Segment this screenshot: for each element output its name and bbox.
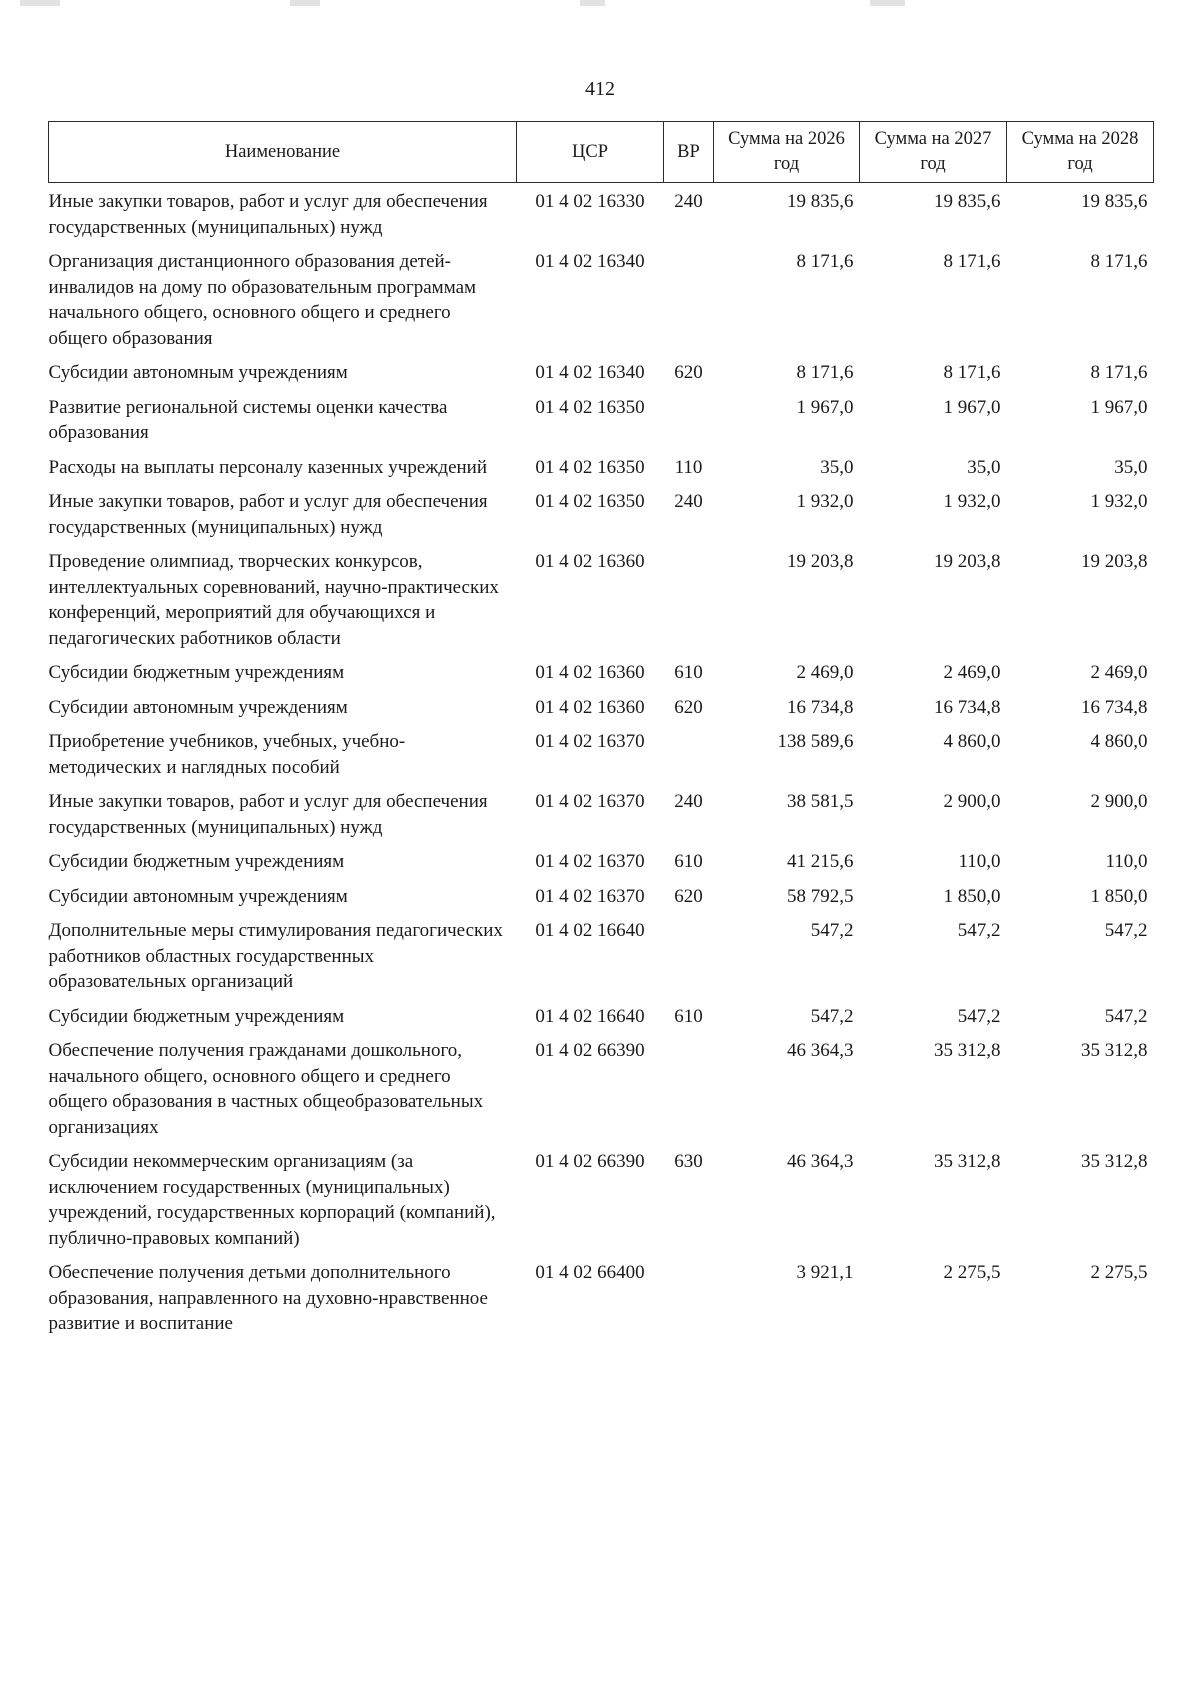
row-vr [664,542,714,653]
row-csr: 01 4 02 16360 [535,696,645,718]
row-vr [664,722,714,782]
row-vr: 620 [674,696,703,718]
row-sum-2028: 8 171,6 [1090,251,1148,272]
row-csr: 01 4 02 16360 [535,662,645,683]
row-vr: 110 [674,456,703,478]
row-csr: 01 4 02 66400 [535,1262,645,1283]
row-csr: 01 4 02 16370 [535,885,645,907]
row-name: Дополнительные меры стимулирования педагогических работников областных государственных образовательных организаций [48,920,503,992]
table-row [49,242,1154,353]
table-row [49,1031,1154,1142]
row-sum-2027: 547,2 [957,920,1001,941]
table-row [49,722,1154,782]
row-sum-2027: 1 850,0 [943,885,1001,907]
table-row [49,1253,1154,1339]
row-vr: 610 [674,1005,703,1027]
row-name: Иные закупки товаров, работ и услуг для обеспечения государственных (муниципальных) нужд [48,491,488,538]
row-name: Расходы на выплаты персоналу казенных учреждений [48,456,488,478]
row-vr: 620 [674,885,703,907]
row-sum-2027: 8 171,6 [943,251,1001,272]
row-sum-2028: 16 734,8 [1081,696,1148,718]
row-sum-2026: 3 921,1 [796,1262,854,1283]
row-sum-2028: 547,2 [1104,920,1148,941]
table-row [49,877,1154,912]
row-csr: 01 4 02 16340 [535,362,645,383]
row-sum-2027: 2 900,0 [943,791,1001,812]
table-row [49,542,1154,653]
row-sum-2028: 19 835,6 [1081,191,1148,212]
row-sum-2026: 41 215,6 [787,851,854,872]
row-sum-2026: 8 171,6 [796,251,854,272]
row-sum-2028: 2 275,5 [1090,1262,1148,1283]
table-row [49,782,1154,842]
row-sum-2028: 1 932,0 [1090,491,1148,512]
row-vr: 240 [674,791,703,812]
row-csr: 01 4 02 16370 [535,851,645,872]
table-row [49,482,1154,542]
row-sum-2026: 8 171,6 [796,362,854,383]
row-vr: 240 [674,491,703,512]
row-name: Субсидии бюджетным учреждениям [48,851,345,872]
row-csr: 01 4 02 66390 [535,1040,645,1061]
row-sum-2028: 35 312,8 [1081,1040,1148,1061]
table-body [49,183,1154,1339]
table-row [49,1142,1154,1253]
row-sum-2026: 46 364,3 [787,1040,854,1061]
row-sum-2027: 19 203,8 [934,551,1001,572]
row-vr [664,388,714,448]
row-csr: 01 4 02 16350 [535,396,645,418]
row-sum-2028: 35 312,8 [1081,1151,1148,1172]
row-csr: 01 4 02 66390 [535,1151,645,1172]
scan-artifact [580,0,605,6]
row-sum-2028: 35,0 [1114,456,1148,478]
row-sum-2026: 35,0 [820,456,854,478]
header-row [49,122,1154,183]
table-row [49,842,1154,877]
table-row [49,688,1154,723]
row-vr: 630 [674,1151,703,1172]
row-name: Развитие региональной системы оценки качества образования [48,396,448,443]
row-sum-2027: 2 275,5 [943,1262,1001,1283]
row-sum-2026: 547,2 [810,1005,854,1027]
scan-artifact [290,0,320,6]
row-sum-2026: 19 203,8 [787,551,854,572]
row-vr [664,1031,714,1142]
budget-table [48,121,1154,1339]
row-name: Иные закупки товаров, работ и услуг для обеспечения государственных (муниципальных) нужд [48,191,488,238]
header-csr: ЦСР [517,122,664,183]
row-name: Субсидии некоммерческим организациям (за исключением государственных (муниципальных) учреждений, государственных корпораций (компаний), публично-правовых компаний) [48,1151,496,1249]
table-header [49,122,1154,183]
row-name: Субсидии бюджетным учреждениям [48,662,345,683]
row-sum-2027: 19 835,6 [934,191,1001,212]
table-row [49,448,1154,483]
header-name: Наименование [49,122,517,183]
row-sum-2028: 8 171,6 [1090,362,1148,383]
row-sum-2027: 8 171,6 [943,362,1001,383]
table-row [49,388,1154,448]
row-sum-2026: 138 589,6 [777,731,854,752]
row-csr: 01 4 02 16640 [535,1005,645,1027]
row-sum-2028: 547,2 [1104,1005,1148,1027]
row-sum-2027: 35,0 [967,456,1001,478]
row-name: Организация дистанционного образования детей-инвалидов на дому по образовательным программам начального общего, основного общего и среднего общего образования [48,251,477,349]
row-csr: 01 4 02 16340 [535,251,645,272]
row-sum-2028: 110,0 [1105,851,1148,872]
row-sum-2027: 547,2 [957,1005,1001,1027]
row-name: Проведение олимпиад, творческих конкурсов, интеллектуальных соревнований, научно-практических конференций, мероприятий для обучающихся и педагогических работников области [48,551,499,649]
row-vr: 620 [674,362,703,383]
row-sum-2027: 4 860,0 [943,731,1001,752]
row-sum-2027: 1 967,0 [943,396,1001,418]
page-number: 412 [585,78,615,100]
table-row [49,653,1154,688]
row-csr: 01 4 02 16640 [535,920,645,941]
row-csr: 01 4 02 16330 [535,191,645,212]
table-row [49,353,1154,388]
scan-artifact [870,0,905,6]
row-sum-2028: 1 850,0 [1090,885,1148,907]
row-vr [664,1253,714,1339]
table-row [49,911,1154,997]
row-sum-2027: 35 312,8 [934,1040,1001,1061]
row-csr: 01 4 02 16350 [535,456,645,478]
row-sum-2028: 4 860,0 [1090,731,1148,752]
row-vr [664,242,714,353]
row-sum-2026: 547,2 [810,920,854,941]
header-sum-2028: Сумма на 2028 год [1007,122,1154,183]
row-sum-2028: 2 469,0 [1090,662,1148,683]
row-vr: 240 [674,191,703,212]
row-csr: 01 4 02 16350 [535,491,645,512]
row-name: Субсидии автономным учреждениям [48,696,348,718]
row-sum-2028: 2 900,0 [1090,791,1148,812]
row-vr [664,911,714,997]
row-name: Обеспечение получения гражданами дошкольного, начального общего, основного общего и среднего общего образования в частных общеобразовательных организациях [48,1040,484,1138]
row-sum-2027: 16 734,8 [934,696,1001,718]
row-vr: 610 [674,851,703,872]
row-name: Субсидии автономным учреждениям [48,885,348,907]
scan-artifact [20,0,60,6]
row-name: Обеспечение получения детьми дополнительного образования, направленного на духовно-нравственное развитие и воспитание [48,1262,488,1334]
row-sum-2026: 1 932,0 [796,491,854,512]
row-sum-2026: 19 835,6 [787,191,854,212]
row-csr: 01 4 02 16370 [535,731,645,752]
row-sum-2027: 2 469,0 [943,662,1001,683]
row-csr: 01 4 02 16360 [535,551,645,572]
row-sum-2026: 16 734,8 [787,696,854,718]
header-sum-2026: Сумма на 2026 год [714,122,860,183]
header-vr: ВР [664,122,714,183]
row-sum-2026: 38 581,5 [787,791,854,812]
row-sum-2026: 46 364,3 [787,1151,854,1172]
row-sum-2026: 58 792,5 [787,885,854,907]
row-name: Субсидии бюджетным учреждениям [48,1005,345,1027]
row-name: Иные закупки товаров, работ и услуг для обеспечения государственных (муниципальных) нужд [48,791,488,838]
row-name: Субсидии автономным учреждениям [48,362,348,383]
row-sum-2027: 1 932,0 [943,491,1001,512]
row-sum-2026: 2 469,0 [796,662,854,683]
row-csr: 01 4 02 16370 [535,791,645,812]
row-vr: 610 [674,662,703,683]
header-sum-2027: Сумма на 2027 год [860,122,1007,183]
row-sum-2027: 110,0 [958,851,1001,872]
row-sum-2028: 19 203,8 [1081,551,1148,572]
row-sum-2026: 1 967,0 [796,396,854,418]
row-sum-2027: 35 312,8 [934,1151,1001,1172]
row-name: Приобретение учебников, учебных, учебно-методических и наглядных пособий [48,731,406,778]
table-row [49,997,1154,1032]
row-sum-2028: 1 967,0 [1090,396,1148,418]
table-row [49,183,1154,243]
